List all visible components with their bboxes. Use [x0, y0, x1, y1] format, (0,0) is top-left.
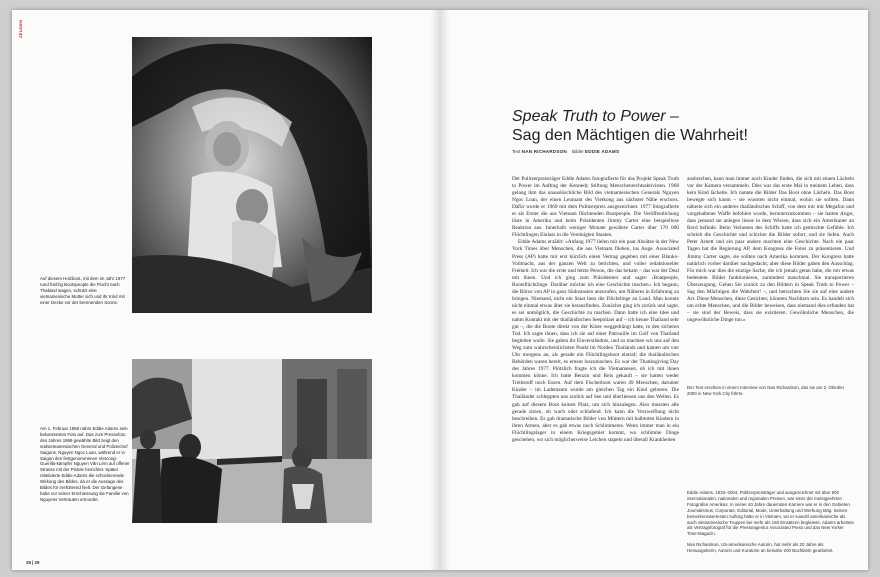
boat-mother-image [132, 37, 372, 313]
body-column-1 [512, 176, 679, 444]
body-paragraph: Eddie Adams erzählt: «Anfang 1977 lielen mir ein paar Absätze in der New York Times über Menschen, die aus Vietnam fliehen, ins Auge. Associated Press (AP) hatte mir erst kürzlich einen Vertrag gegeben mit einer Blanko-Vollmacht, aus der ganzen Welt zu berichten, und voller redaktioneller Freiheit. Ich war die erste und letzte Person, die das bekam – das war der Deal mit ihnen. Und ich ging zum Präsidenten und sagte: ‹Boatpeople, Bootsflüchtlinge. Darüber möchte ich eine Geschichte machen.› Ich begann, die Büros von AP in ganz Südostasien anzurufen, um Näheres in Erfahrung zu bringen. Niemand, nicht ein Staat liess die Flüchtlinge an Land. Man konnte nicht einmal etwas über sie herausfinden. Zunächst ging ich zurück und sagte, es sei unmöglich, die Geschichte zu machen. Dann hatte ich eine Idee und nahm Kontakt mit der thailändischen Seepolizei auf – ich kenne Thailand sehr gut –, die die Boote direkt von der Küste weggedrängt hatte, in den sicheren Tod. Ich sagte ihnen, dass ich sie auf einer Patrouille im Golf von Thailand begleiten wolle. Sie gaben ihr Einverständnis, und so machten wir uns auf den Weg zum wahrscheinlichsten Punkt im Norden Thailands und kamen um vier Uhr morgens an, als gerade ein Flüchtlingsboot eintraf; die thailändischen Behörden waren bereit, es erneut loszumachen. Es war der Thanksgiving Day des Jahres 1977. Plötzlich fragte ich die Vietnamesen, ob ich mit ihnen kommen könne. Ich hatte Benzin und Reis gekauft – sie hatten weder Treibstoff noch Essen. Auf dem Fischerboot waren 49 Menschen, darunter Kinder – im Lademaum wurde am gleichen Tag ein Kind geboren. Die Thailänder schleppten uns zurück auf See und überliessen uns den Wellen. Es gab auf diesem Boot keinen Platz, um sich hinzulegen. Also mussten alle gerade sitzen, ob wach oder schlafend. Ich kann die Verzweiflung nicht beschreiben. Es gab dramatische Bilder von Müttern mit halbtoten Kindern in ihren Armen, aber es gab etwas noch Schlimmeres. Wenn immer man in ein Flüchtlingslager in einem Kriegsgebiet kommt, wo schlimme Dinge geschehen, wo sich möglicherweise Leichen stapeln und überall Krankheiten [512, 239, 679, 443]
credits-author: NAN RICHARDSON [521, 149, 567, 154]
title-line-2: Sag den Mächtigen die Wahrheit! [512, 127, 748, 144]
section-tag: ZEUGEN [18, 19, 23, 38]
article-credits [512, 149, 619, 154]
boat-mother-photo [132, 37, 372, 313]
credits-photo-label: Bilder [572, 149, 584, 154]
bio-eddie-adams: Eddie Adams, 1933–2004, Pulitzerpreisträger und ausgezeichnet mit über 500 internationalen, nationalen und regionalen Preisen, war einer der meistgeehrten Fotografen Amerikas. In seiner 40 Jahre dauernden Karriere war er in den Gebieten Journalismus, Corporate, Editorial, Mode, Unterhaltung und Werbung tätig. Seinen bemerkenswertesten Auftrag hatte er in Vietnam, wo er sowohl amerikanische als auch vietnamesische Truppen bei mehr als 150 Einsätzen begleitete. Adams arbeitete als Vertragsfotograf für die Presseagentur Associated Press und das New Yorker Time-Magazin. [687, 490, 854, 537]
body-column-2 [687, 176, 854, 324]
body-paragraph: Der Pulitzerpreisträger Eddie Adams fotografierte für das Projekt Speak Truth to Power im Auftrag der Kennedy Stiftung Menschenrechtsaktivisten. 1968 gelang ihm das unauslöschliche Bild des vietnamesischen Generals Nguyen Ngoc Loan, der einen Leutnant des Vietkong aus nächster Nähe erschoss. Dafür wurde er 1969 mit dem Pulitzerpreis ausgezeichnet. 1977 fotografierte er als Erster die aus Vietnam flüchtenden Boatpeople. Die Veröffentlichung löste in Amerika und beim Präsidenten Jimmy Carter eine beispiellose Reaktion aus. Innerhalb weniger Monate gewährte Carter über 170 000 Flüchtlingen Einlass in die Vereinigten Staaten. [512, 176, 679, 239]
left-page [12, 10, 440, 570]
author-bios [687, 490, 854, 559]
magazine-spread [12, 10, 868, 570]
title-line-1: Speak Truth to Power – [512, 108, 679, 125]
right-page [440, 10, 868, 570]
caption-bottom: Am 1. Februar 1968 nahm Eddie Adams sein bekanntestes Foto auf. Das zum Pressefoto des Jahres 1969 gewählte Bild zeigt den südvietnamesischen General und Polizeichef Saigons, Nguyen Ngoc Loan, während er in Saigon den festgenommenen Vietcong-Guerilla-kämpfer Nguyen Văn Lém auf offener Strasse mit der Pistole hinrichtet. Später relativierte Eddie Adams die schockierende Wirkung des Bildes, da er die Aussage des Bildes für irreführend hielt. Der Gefangene habe vor seiner Erschiessung die Familie von Nguyens Vertrauten ermordet. [40, 426, 130, 502]
caption-top: Auf diesem Holzboot, mit dem im Jahr 1977 rund fünfzig Bootspeople die Flucht nach Thailand wagen, schützt eine vietnamesische Mutter sich und ihr Kind mit einer Decke vor der brennenden Sonne. [40, 276, 126, 305]
body-paragraph: ausbrechen, kann man immer noch Kinder finden, die sich mit einem Lächeln vor der Kamera versammeln. Dies war das erste Mal in meinem Leben, dass kein Kind lächelte. Ich nannte die Bilder Das Boot ohne Lächeln. Das Boot bewegte sich kaum – sie wussten nicht einmal, wohin sie sollten. Dann näherte sich ein anderes thailändisches Schiff, von dem mir mit Megafon und vorgehaltener Waffe befohlen wurde, herunterzukommen – sie hatten Angst, dass jemand sie anlegen liesse in dem Wissen, dass sich ein Amerikaner an Bord befinde. Beim Verlassen des Schiffs hatte ich gemischte Gefühle. Ich schrieb die Geschichte und schickte die Bilder sofort, und sie liefen. Auch Peter Arnett und ein paar andere machten eine Geschichte. Nach ein paar Tagen bat die Regierung AP, dem Kongress die Fotos zu präsentieren. Und Jimmy Carter sagte, sie sollten nach Amerika kommen. Der Kongress hatte natürlich vorher darüber nachgedacht, aber diese Bilder gaben den Ausschlag. Für mich war dies die einzige Sache, die ich jemals getan habe, die mir etwas bedeutete. Bilder funktionieren, zumindest manchmal. Sie transportieren Überzeugung. Gehen Sie zurück zu den Bildern in Speak Truth to Power – Sag den Mächtigen die Wahrheit! –, und betrachten Sie sie auf eine andere Art. Diese Menschen, diese Gesichter, könnten Nachbarn sein. Es handelt sich um echte Menschen, und die Bilder beweisen, dass niemand dies erfunden hat – sie sind der Beweis, dass sie existieren. Gewöhnliche Menschen, die ungewöhnliche Dinge tun.» [687, 176, 854, 323]
page-folio: 28 | 29 [26, 560, 40, 565]
article-title [512, 107, 842, 145]
credits-photographer: EDDIE ADAMS [585, 149, 620, 154]
interview-note: Der Text erschien in einem Interview von Nan Richardson, das sie am 2. Oktober 2000 in New York City führte. [687, 385, 845, 396]
bio-nan-richardson: Nan Richardson, US-amerikanische Autorin, hat mehr als 20 Jahre als Herausgeberin, Autorin und Kuratorin an beinahe 200 Buchtiteln gearbeitet. [687, 542, 834, 554]
execution-photo [132, 359, 372, 523]
execution-image [132, 359, 372, 523]
credits-text-label: Text [512, 149, 521, 154]
